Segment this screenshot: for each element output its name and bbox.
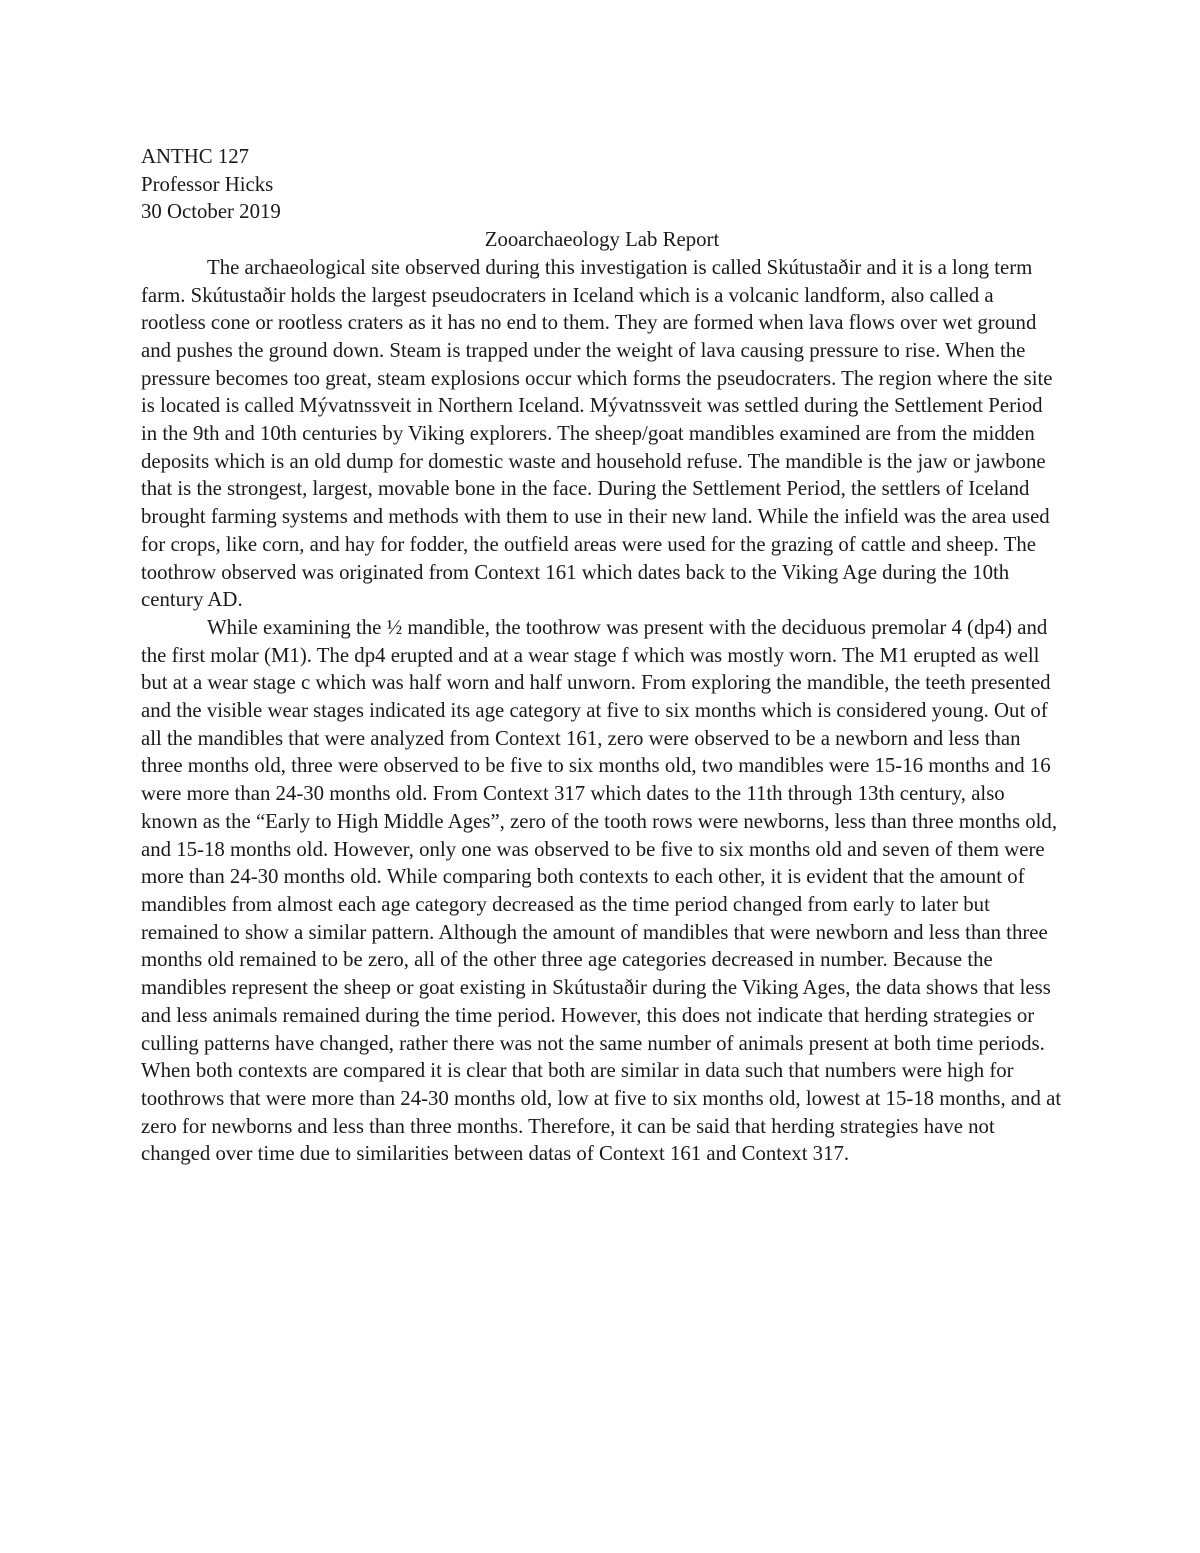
document-page xyxy=(141,143,1063,1168)
course-name: ANTHC 127 xyxy=(141,145,250,168)
report-date: 30 October 2019 xyxy=(141,200,281,224)
report-title: Zooarchaeology Lab Report xyxy=(484,228,720,252)
body-paragraph-2: While examining the ½ mandible, the toothrow was present with the deciduous premolar 4 (dp4) and the first molar (M1). The dp4 erupted and at a wear stage f which was mostly worn. The M1 erupted as well but at a wear stage c which was half worn and half unworn. From exploring the mandible, the teeth presented and the visible wear stages indicated its age category at five to six months which is considered young. Out of all the mandibles that were analyzed from Context 161, zero were observed to be a newborn and less than three months old, three were observed to be five to six months old, two mandibles were 15-16 months and 16 were more than 24-30 months old. From Context 317 which dates to the 11th through 13th century, also known as the “Early to High Middle Ages”, zero of the tooth rows were newborns, less than three months old, and 15-18 months old. However, only one was observed to be five to six months old and seven of them were more than 24-30 months old. While comparing both contexts to each other, it is evident that the amount of mandibles from almost each age category decreased as the time period changed from early to later but remained to show a similar pattern. Although the amount of mandibles that were newborn and less than three months old remained to be zero, all of the other three age categories decreased in number. Because the mandibles represent the sheep or goat existing in Skútustaðir during the Viking Ages, the data shows that less and less animals remained during the time period. However, this does not indicate that herding strategies or culling patterns have changed, rather there was not the same number of animals present at both time periods. When both contexts are compared it is clear that both are similar in data such that numbers were high for toothrows that were more than 24-30 months old, low at five to six months old, lowest at 15-18 months, and at zero for newborns and less than three months. Therefore, it can be said that herding strategies have not changed over time due to similarities between datas of Context 161 and Context 317. xyxy=(141,615,1062,1166)
body-paragraph-1: The archaeological site observed during this investigation is called Skútustaðir and it is a long term farm. Skútustaðir holds the largest pseudocraters in Iceland which is a volcanic landform, also called a rootless cone or rootless craters as it has no end to them. They are formed when lava flows over wet ground and pushes the ground down. Steam is trapped under the weight of lava causing pressure to rise. When the pressure becomes too great, steam explosions occur which forms the pseudocraters. The region where the site is located is called Mývatnssveit in Northern Iceland. Mývatnssveit was settled during the Settlement Period in the 9th and 10th centuries by Viking explorers. The sheep/goat mandibles examined are from the midden deposits which is an old dump for domestic waste and household refuse. The mandible is the jaw or jawbone that is the strongest, largest, movable bone in the face. During the Settlement Period, the settlers of Iceland brought farming systems and methods with them to use in their new land. While the infield was the area used for crops, like corn, and hay for fodder, the outfield areas were used for the grazing of cattle and sheep. The toothrow observed was originated from Context 161 which dates back to the Viking Age during the 10th century AD. xyxy=(141,255,1053,612)
professor-name: Professor Hicks xyxy=(141,172,274,196)
